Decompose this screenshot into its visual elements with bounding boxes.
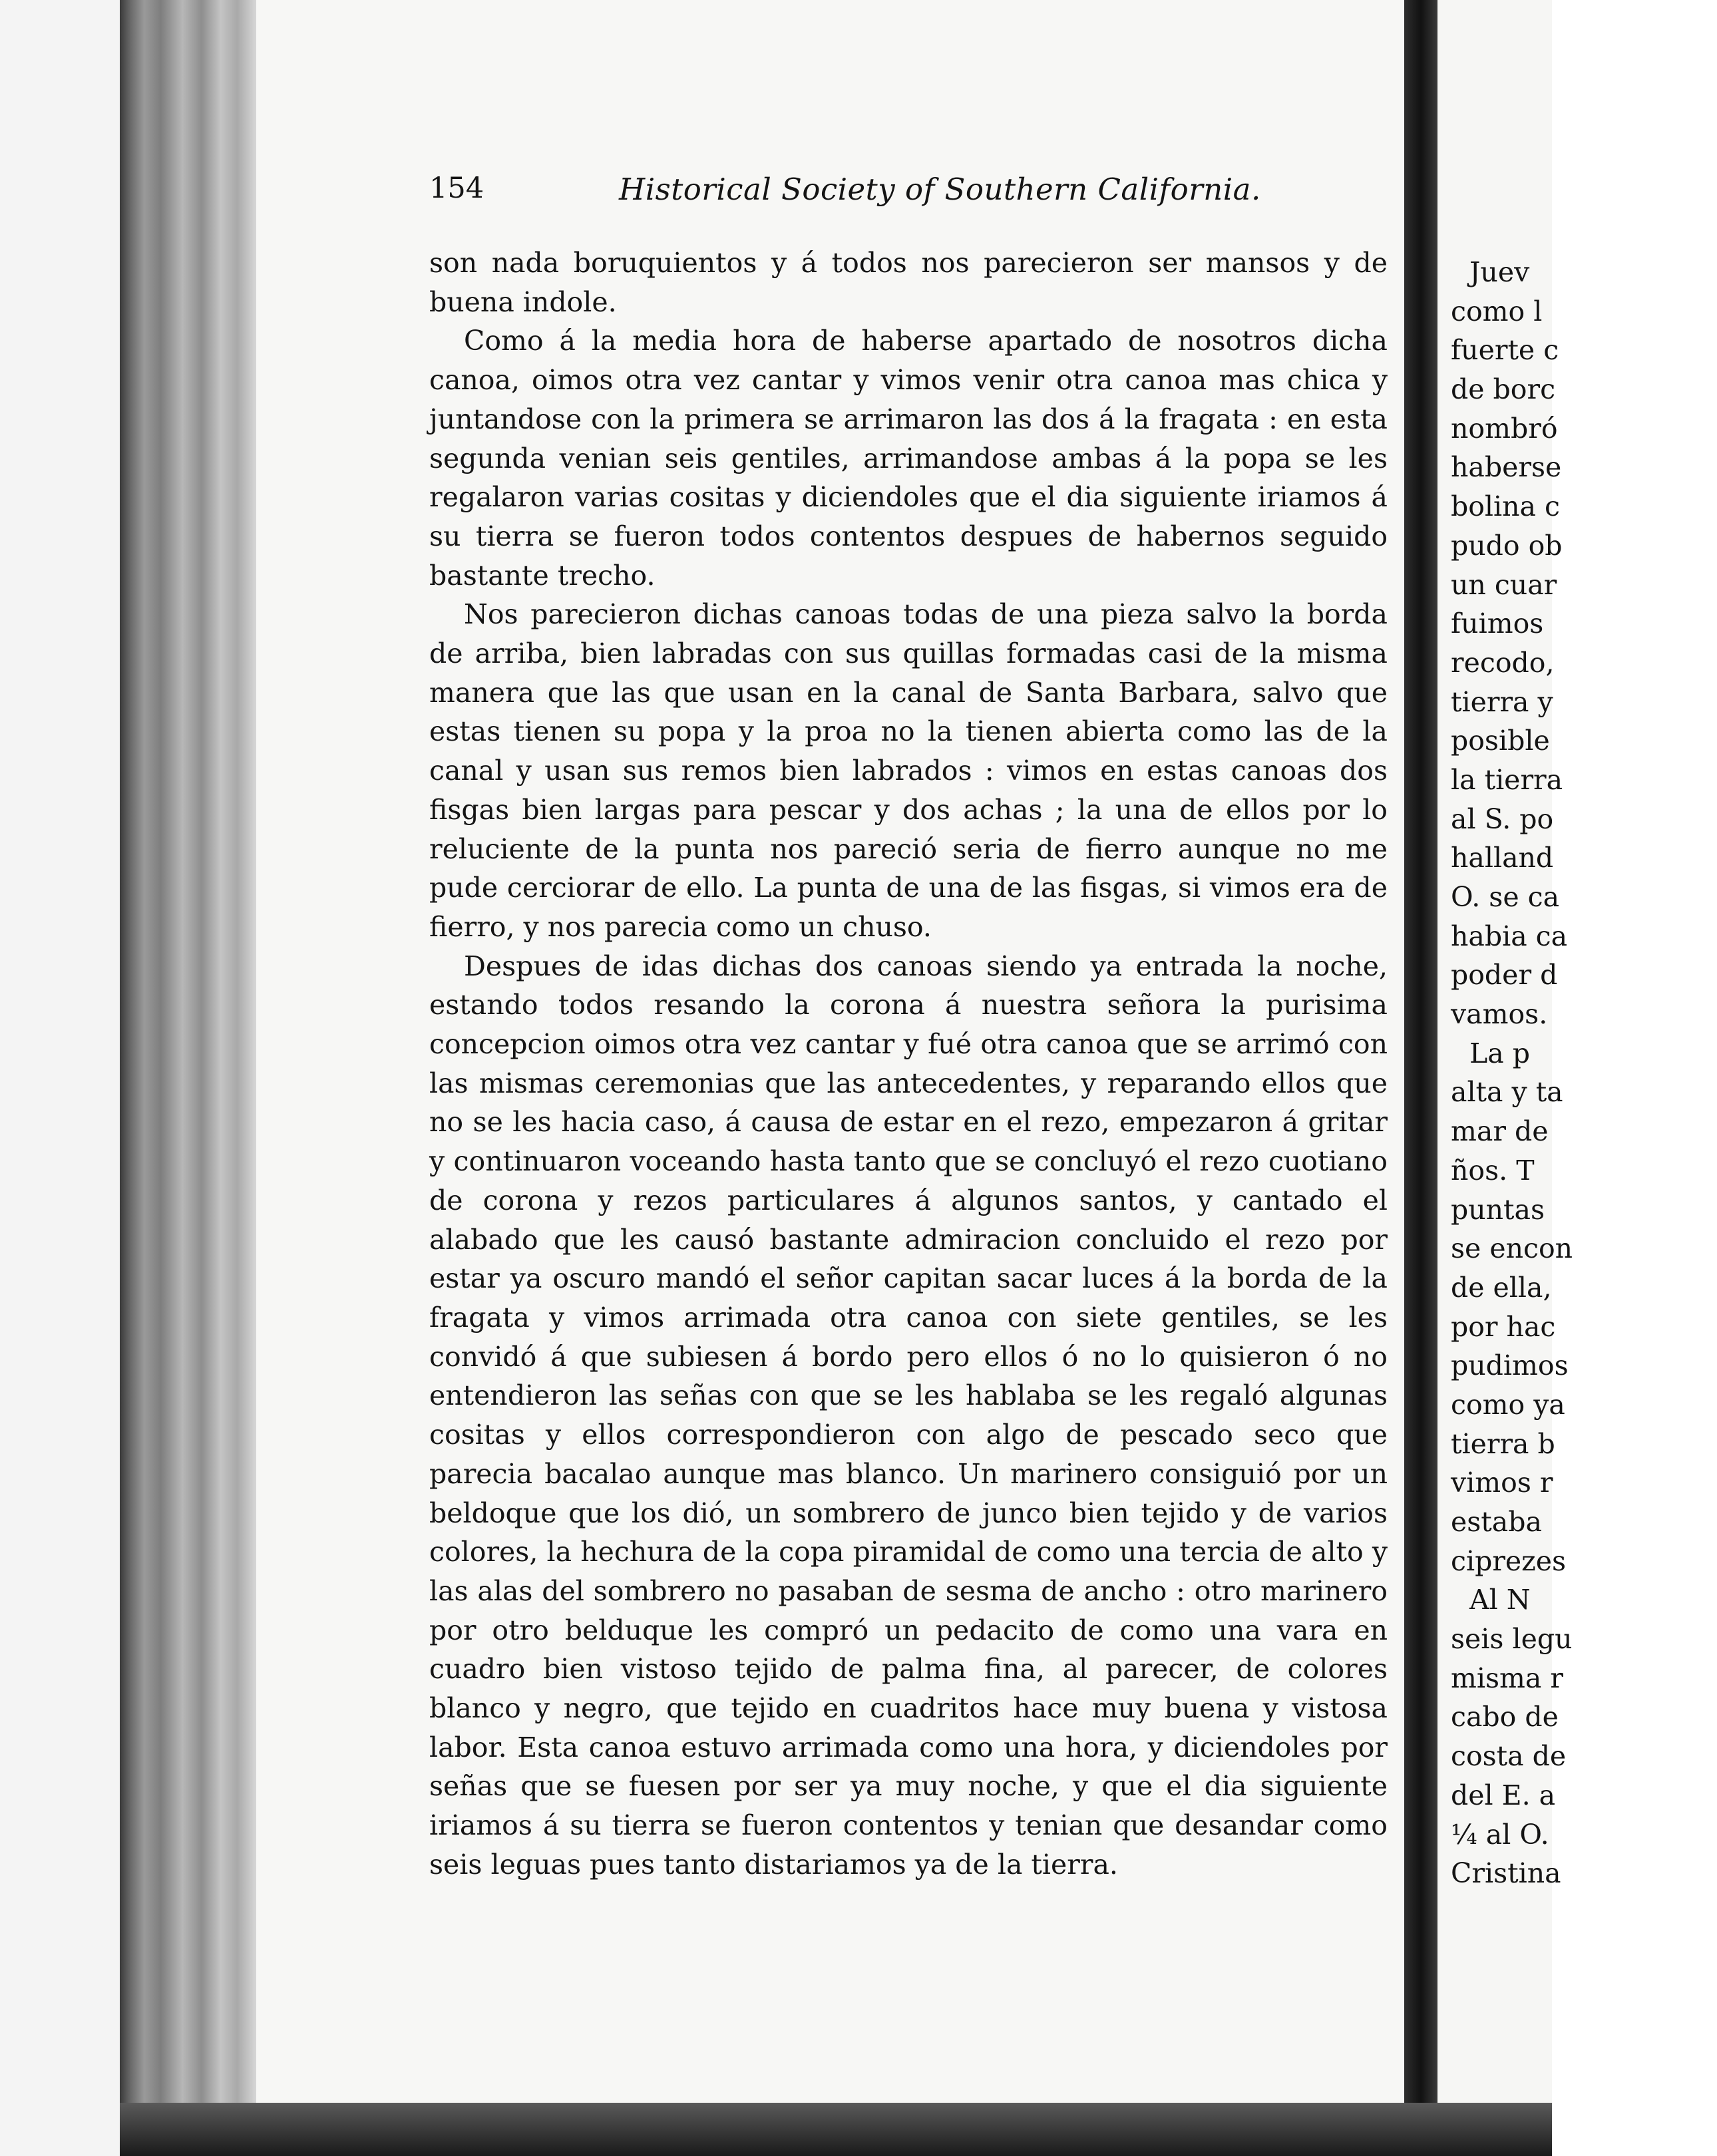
right-line: de ella,: [1451, 1271, 1552, 1304]
right-line: fuerte c: [1451, 334, 1559, 367]
right-line: del E. a: [1451, 1779, 1556, 1811]
right-line: tierra y: [1451, 685, 1553, 718]
book-spine: [120, 0, 256, 2156]
right-line: bolina c: [1451, 490, 1560, 523]
right-line: misma r: [1451, 1662, 1563, 1694]
page-gutter: [1404, 0, 1437, 2156]
right-line: pudo ob: [1451, 529, 1563, 562]
page-header: [429, 172, 1388, 218]
right-page-text: [1451, 253, 1717, 1893]
bottom-shadow: [120, 2103, 1552, 2156]
right-line: La p: [1469, 1037, 1530, 1069]
right-line: ciprezes: [1451, 1544, 1567, 1577]
left-margin: [0, 0, 120, 2156]
right-line: al S. po: [1451, 803, 1554, 835]
right-line: ¼ al O.: [1451, 1818, 1549, 1851]
right-line: O. se ca: [1451, 881, 1560, 913]
right-line: Cristina: [1451, 1857, 1561, 1890]
right-line: puntas: [1451, 1193, 1545, 1226]
right-line: seis legu: [1451, 1623, 1573, 1656]
right-line: halland: [1451, 842, 1554, 874]
right-line: poder d: [1451, 959, 1558, 991]
right-line: como ya: [1451, 1388, 1565, 1421]
paragraph: Nos parecieron dichas canoas todas de una pieza salvo la borda de arriba, bien labradas con sus quillas formadas casi de la misma manera que las que usan en la canal de Santa Barbara, salvo que estas tienen su popa y la proa no la tienen abierta como las de la canal y usan sus remos bien labrados : vimos en estas canoas dos fisgas bien largas para pescar y dos achas ; la una de ellos por lo reluciente de la punta nos pareció seria de fierro aunque no me pude cerciorar de ello. La punta de una de las fisgas, si vimos era de fierro, y nos parecia como un chuso.: [429, 598, 1388, 943]
right-line: mar de: [1451, 1115, 1549, 1148]
right-line: fuimos: [1451, 608, 1544, 640]
paragraph: Como á la media hora de haberse apartado de nosotros dicha canoa, oimos otra vez cantar y vimos venir otra canoa mas chica y juntandose con la primera se arrimaron las dos á la fragata : en esta segunda venian seis gentiles, arrimandose ambas á la popa se les regalaron varias cositas y diciendoles que el dia siguiente iriamos á su tierra se fueron todos contentos despues de habernos seguido bastante trecho.: [429, 325, 1388, 592]
right-line: posible: [1451, 725, 1550, 757]
right-line: la tierra: [1451, 763, 1563, 796]
right-line: Juev: [1469, 256, 1530, 288]
right-line: vamos.: [1451, 998, 1548, 1031]
paragraph: Despues de idas dichas dos canoas siendo ya entrada la noche, estando todos resando la corona á nuestra señora la purisima concepcion oimos otra vez cantar y fué otra canoa que se arrimó con las mismas ceremonias que las antecedentes, y reparando ellos que no se les hacia caso, á causa de estar en el rezo, empezaron á gritar y continuaron voceando hasta tanto que se concluyó el rezo cuotiano de corona y rezos particulares á algunos santos, y cantado el alabado que les causó bastante admiracion concluido el rezo por estar ya oscuro mandó el señor capitan sacar luces á la borda de la fragata y vimos arrimada otra canoa con siete gentiles, se les convidó á que subiesen á bordo pero ellos ó no lo quisieron ó no entendieron las señas con que se les hablaba se les regaló algunas cositas y ellos correspondieron con algo de pescado seco que parecia bacalao aunque mas blanco. Un marinero consiguió por un beldoque que los dió, un sombrero de junco bien tejido y de varios colores, la hechura de la copa piramidal de como una tercia de alto y las alas del sombrero no pasaban de sesma de ancho : otro marinero por otro belduque les compró un pedacito de como una vara en cuadro bien vistoso tejido de palma fina, al parecer, de colores blanco y negro, que tejido en cuadritos hace muy buena y vistosa labor. Esta canoa estuvo arrimada como una hora, y diciendoles por señas que se fuesen por ser ya muy noche, y que el dia siguiente iriamos á su tierra se fueron contentos y tenian que desandar como seis leguas pues tanto distariamos ya de la tierra.: [429, 950, 1388, 1881]
right-line: recodo,: [1451, 646, 1555, 679]
right-line: nombró: [1451, 412, 1558, 445]
right-line: cabo de: [1451, 1701, 1559, 1733]
right-line: costa de: [1451, 1740, 1567, 1773]
right-line: por hac: [1451, 1310, 1556, 1343]
right-line: Al N: [1469, 1584, 1531, 1616]
right-line: de borc: [1451, 373, 1556, 406]
page-number: 154: [429, 172, 484, 205]
right-line: vimos r: [1451, 1467, 1553, 1499]
right-line: se encon: [1451, 1232, 1573, 1265]
right-line: estaba: [1451, 1506, 1542, 1538]
right-line: haberse: [1451, 451, 1562, 484]
right-line: habia ca: [1451, 920, 1568, 952]
right-line: alta y ta: [1451, 1076, 1563, 1109]
right-line: como l: [1451, 295, 1543, 327]
right-line: ños. T: [1451, 1154, 1535, 1186]
body-text: [429, 244, 1388, 1885]
right-line: un cuar: [1451, 568, 1557, 601]
paragraph: son nada boruquientos y á todos nos parecieron ser mansos y de buena indole.: [429, 247, 1388, 318]
right-line: tierra b: [1451, 1427, 1555, 1460]
right-line: pudimos: [1451, 1349, 1569, 1382]
running-title: Historical Society of Southern California.: [619, 172, 1261, 207]
